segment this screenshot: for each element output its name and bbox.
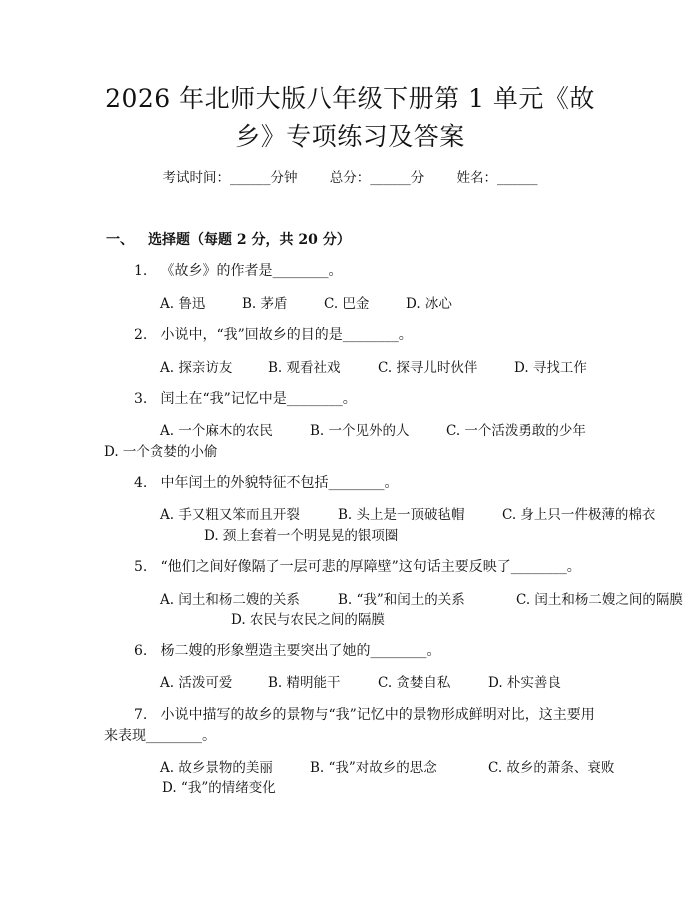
question-4-options: [160, 505, 655, 525]
question-7: [134, 705, 595, 725]
question-5-options-wrap: [104, 610, 385, 630]
question-1-options: [160, 294, 452, 314]
question-text: 小说中，“我”回故乡的目的是________。: [160, 327, 413, 343]
exam-meta: [0, 168, 700, 188]
exam-score: 总分：______分: [329, 170, 425, 186]
question-number: 1.: [134, 263, 148, 279]
section-number: 一、: [106, 232, 134, 248]
question-7-wrap: [104, 726, 216, 746]
question-text: 闰土在“我”记忆中是________。: [160, 391, 357, 407]
question-number: 3.: [134, 391, 148, 407]
question-4: [134, 473, 398, 493]
option-a: A. 手又粗又笨而且开裂: [160, 507, 300, 523]
option-d: D. 农民与农民之间的隔膜: [231, 612, 385, 628]
question-text: 中年闰土的外貌特征不包括________。: [160, 475, 399, 491]
question-3-options-wrap: [104, 442, 217, 462]
option-c: C. 故乡的萧条、衰败: [488, 760, 615, 776]
question-2: [134, 325, 413, 345]
question-number: 2.: [134, 327, 148, 343]
question-text: 杨二嫂的形象塑造主要突出了她的________。: [160, 643, 441, 659]
question-text-line-1: 小说中描写的故乡的景物与“我”记忆中的景物形成鲜明对比，这主要用: [160, 707, 595, 723]
question-text: 《故乡》的作者是________。: [160, 263, 343, 279]
question-4-options-wrap: [104, 526, 398, 546]
option-c: C. 一个活泼勇敢的少年: [446, 423, 586, 439]
question-5-options: [160, 590, 683, 610]
option-a: A. 一个麻木的农民: [160, 423, 273, 439]
option-b: B. “我”和闰土的关系: [338, 592, 465, 608]
question-number: 4.: [134, 475, 148, 491]
option-b: B. 观看社戏: [268, 360, 341, 376]
option-c: C. 闰土和杨二嫂之间的隔膜: [516, 592, 683, 608]
option-d: D. 一个贪婪的小偷: [104, 444, 218, 460]
option-d: D. 颈上套着一个明晃晃的银项圈: [204, 528, 399, 544]
option-b: B. 一个见外的人: [310, 423, 410, 439]
option-d: D. 寻找工作: [514, 360, 587, 376]
question-1: [134, 261, 342, 281]
option-b: B. “我”对故乡的思念: [310, 760, 437, 776]
option-d: D. 冰心: [406, 296, 452, 312]
title-line-2: 乡》专项练习及答案: [235, 122, 465, 151]
question-text-line-2: 来表现________。: [104, 728, 216, 744]
question-2-options: [160, 358, 587, 378]
option-d: D. “我”的情绪变化: [162, 780, 276, 796]
option-c: C. 贪婪自私: [378, 675, 451, 691]
question-5: [134, 557, 581, 577]
student-name: 姓名：______: [456, 170, 538, 186]
option-a: A. 活泼可爱: [160, 675, 233, 691]
question-number: 6.: [134, 643, 148, 659]
question-7-options-wrap: [104, 778, 276, 798]
option-c: C. 巴金: [324, 296, 370, 312]
option-a: A. 故乡景物的美丽: [160, 760, 273, 776]
option-a: A. 鲁迅: [160, 296, 206, 312]
option-d: D. 朴实善良: [488, 675, 561, 691]
question-6-options: [160, 673, 561, 693]
question-number: 5.: [134, 559, 148, 575]
question-6: [134, 641, 440, 661]
document-title: [60, 80, 640, 156]
question-3: [134, 389, 357, 409]
option-c: C. 身上只一件极薄的棉衣: [502, 507, 656, 523]
question-7-options: [160, 758, 614, 778]
option-a: A. 闰土和杨二嫂的关系: [160, 592, 300, 608]
option-c: C. 探寻儿时伙伴: [378, 360, 478, 376]
option-b: B. 头上是一顶破毡帽: [338, 507, 465, 523]
option-a: A. 探亲访友: [160, 360, 233, 376]
question-3-options: [160, 421, 586, 441]
section-heading: [106, 230, 351, 250]
exam-time: 考试时间：______分钟: [162, 170, 298, 186]
question-text: “他们之间好像隔了一层可悲的厚障壁”这句话主要反映了________。: [160, 559, 581, 575]
title-line-1: 2026 年北师大版八年级下册第 1 单元《故: [105, 84, 595, 113]
section-title: 选择题（每题 2 分，共 20 分）: [148, 232, 351, 248]
option-b: B. 精明能干: [268, 675, 341, 691]
question-number: 7.: [134, 707, 148, 723]
option-b: B. 茅盾: [242, 296, 288, 312]
